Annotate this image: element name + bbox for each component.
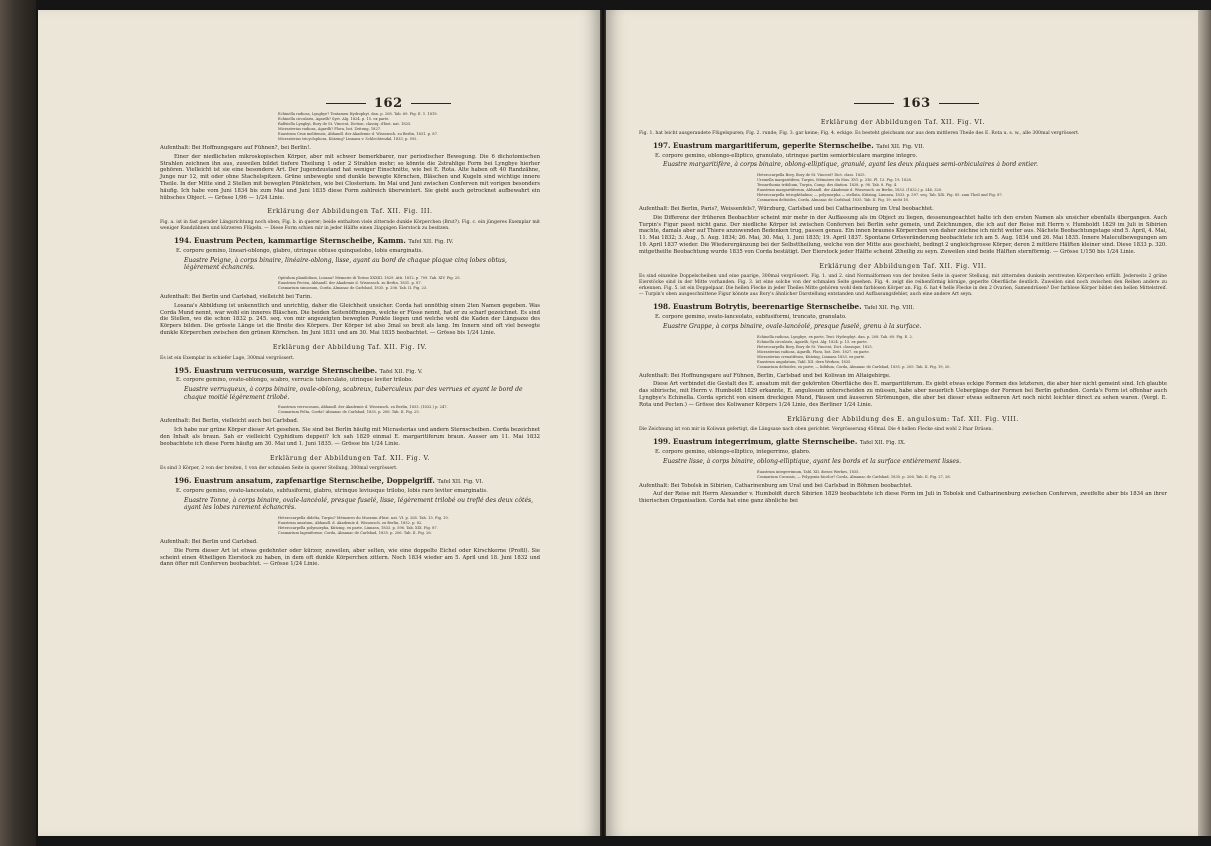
plate-reference: Tafel XII. Fig. VII.: [876, 143, 925, 150]
latin-diagnosis: E. corpore gemino, ovato-lanceolato, subfusiformi, truncato, granulato.: [655, 314, 847, 321]
french-diagnosis: Euastre Peigne, à corps binaire, linéaire-oblong, lisse, ayant au bord de chaque plaque cinq lobes obtus, légèrement échancrés.: [184, 256, 507, 272]
synonym-line: Micrasterias tricyclophora, Kützing? Linnaea v. Schlechtendal, 1833, p. 592.: [278, 137, 418, 141]
left-page-content: [160, 88, 540, 569]
plate-reference: Tafel XII. Fig. V.: [379, 368, 423, 375]
synonym-line: Echinella circularis, Agardh, Syst. Alg. 1824. p. 15. ex parte.: [757, 339, 868, 344]
habitat-line: Aufenthalt: Bei Hoffnungsgare auf Fühnen?, bei Berlin!.: [160, 145, 311, 151]
latin-diagnosis: E. corpore gemino, ovato-lanceolato, subfusiformi, glabro, utrinque leviusque trilobo, lobis raro leviter emarginatis.: [176, 488, 488, 495]
figure-caption-title: Erklärung der Abbildungen Taf. XII. Fig. VII.: [819, 262, 987, 270]
body-paragraph: Auf der Reise mit Herrn Alexander v. Humboldt durch Sibirien 1829 beobachtete ich diese Form im Juli in Tobolsk und Catharinenburg zwischen Conferven, zweifelte aber bis 1834 an ihrer thierischen Organisation. Corda hat eine ganz ähnliche bei: [639, 491, 1167, 505]
body-paragraph: Die Differenz der früheren Beobachter scheint mir mehr in der Auffassung als im Object zu liegen, dessenungeachtet halte ich den ersten Namen als unsicher ebenfalls übergangen. Auch Turpin's Figur passt nicht ganz. Der niedliche Körper ist zwischen Conferven bei Berlin sehr gemein, und Zeichnungen, die ich auf der Reise mit Herrn v. Humboldt 1829 im Juli in Sibirien machte, damals aber auf Thiere anzuwenden Bedenken trug, passen genau. Ein innen braunes Körperchen von daher zeichne ich nicht weiter aus. Nächste Beobachtungstage sind 5. April, 4. Mai, 11. Mai 1832; 3. Aug., 5. Aug. 1834; 26. Mai, 30. Mai, 1. Juni 1835; 19. April 1837. Spontane Ortsveränderung beobachtete ich am 5. Aug. 1834 und 26. Mai 1835. Innere Maleculbewegungen am 19. April 1837 wieder. Die Wiederergänzung bei der Selbsttheilung, welche von der Mitte aus geschieht, bedingt 2 ungleichgrosse Körper, deren 2 mittlere Hälften kleiner sind. Diese 1833 p. 320. mitgetheilte Beobachtung wurde 1835 von Corda bestätigt. Der Eierstock jeder Hälfte scheint 2theilig zu seyn. Zuweilen sind beide Hälften sternförmig. — Grösse 1/150 bis 1/24 Linie.: [639, 214, 1167, 255]
synonym-line: Micrasterias crenatifrons, Kützing, Linnaea 1833. ex parte.: [757, 354, 866, 359]
habitat-line: Aufenthalt: Bei Berlin und Carlsbad.: [160, 539, 258, 546]
left-page: [38, 10, 600, 836]
synonym-line: Ursinella margaritifera, Turpin, Mémoires du Mus. XVI. p. 316. Pl. 13. Fig. 19. 1828.: [757, 177, 912, 182]
synonym-line: Echinella radiosa, Lyngbye, ex parte, Tent. Hydrophyt. dan. p. 208. Tab. 69. Fig. E. 2.: [757, 334, 913, 339]
species-name: 196. Euastrum ansatum, zapfenartige Sternscheibe, Doppelgriff.: [174, 476, 435, 486]
synonym-line: Micrasterias radiosa, Agardh, Flora, bot. Zeit. 1827. ex parte.: [757, 349, 870, 354]
plate-reference: Tafel XII. Fig. VI.: [437, 479, 484, 486]
body-paragraph: Die Form dieser Art ist etwas gedehnter oder kürzer, zuweilen, aber selten, wie eine doppelte Eichel oder Kirschkerne (Profil). Sie scheint einen 4theiligen Eierstock zu haben, in dem oft dunkle Körperchen zittern. Noch 1834 wieder am 5. April und 18. Juni 1832 und dann öfter mit Conferven beobachtet. — Grösse 1/24 Linie.: [160, 547, 540, 568]
figure-caption-text: Es sind einzelne Doppelscheiben und eine paarige, 300mal vergrössert. Fig. 1. und 2. sind Normalformen von der breiten Seite in querer Stellung, mit zitternden dunkeln zerstreuten Körperchen erfüllt. Jederseits 2 grüne Eierstöcke sind in der Mitte vorhanden. Fig. 3. ist eine solche von der schmalen Seite gesehen. Fig. 4. zeigt die reihenförmig körnige, geperlte Oberfläche deutlich. Zuweilen sind noch zwischen den Reihen andere zu erkennen. Fig. 5. ist ein Doppelpaar. Die hellen Flecke in jeder Theiles Mitte gehören wohl dem farblosen Körper an. Fig. 6. hat 4 helle Flecke in den 2 Ovarien, Samendrüsen? Der farblose Körper bildet den hellen Mittelstreif. — Turpin's oben ausgeschnittene Figur könnte aus Bory's ähnlicher Darstellung entstanden und Auffassungsfehler, auch eine andere Art seyn.: [639, 274, 1167, 298]
habitat-line: Aufenthalt: Bei Hoffnungsgare auf Fühnen, Berlin, Carlsbad und bei Koliwan im Altaigebirge.: [639, 372, 891, 379]
latin-diagnosis: E. corpore gemino, oblongo-elliptico, granulato, utrinque partim semiorbiculare margine integro.: [655, 152, 918, 159]
plate-reference: Tafel XII. Fig. IX.: [859, 440, 906, 447]
figure-caption-text: Es ist ein Exemplar in schiefer Lage, 300mal vergrössert.: [160, 355, 295, 361]
figure-caption-title: Erklärung der Abbildungen Taf. XII. Fig. V.: [269, 454, 431, 462]
synonym-line: Echinella circularis, Agardh? Syst. Alg. 1824. p. 15. ex parte.: [278, 117, 390, 121]
species-heading: [174, 365, 540, 376]
habitat-line: Aufenthalt: Bei Berlin, Paris?, Weissenfels?, Würzburg, Carlsbad und bei Catharinenburg im Ural beobachtet.: [639, 205, 934, 212]
species-name: 195. Euastrum verrucosum, warzige Sternscheibe.: [174, 365, 378, 375]
synonym-line: Heterocarpella didelta, Turpin? Mémoires du Museum d'hist. nat. VI. p. 265. Tab. 13. Fig. 10.: [278, 516, 449, 521]
species-heading: [174, 238, 540, 246]
synonym-line: Opitulum planifolium, Losana? Memorie di Torino XXXIII. 1829. Atti. 1812. p. 709. Tab. XIV. Fig. 25.: [278, 275, 461, 280]
species-heading: [653, 304, 1167, 312]
synonym-line: Euastrum Pecten, Abhandl. der Akademie d. Wissensch. zu Berlin, 1831. p. 87.: [278, 280, 422, 285]
species-name: 194. Euastrum Pecten, kammartige Sternscheibe, Kamm.: [174, 236, 406, 246]
synonym-line: Euastrum Crux melitensis, Abhandl. der Akademie d. Wissensch. zu Berlin, 1831. p. 87.: [278, 132, 439, 136]
synonym-line: Heterocarpella Bory, Bory de St. Vincent, Dict. classique, 1825.: [757, 344, 873, 349]
body-paragraph: Einer der niedlichsten mikroskopischen Körper, aber mit schwer bemerkbarer, nur periodischer Bewegung. Die 6 dichotomischen Strahlen zeichnen ihn aus, zuweilen bildet tiefere Theilung 1 oder 2 Strahlen mehr; so könnte die 2strahlige Form bei Lyngbye hierher gehören. Vielleicht ist sie eine besondere Art. Der Jugendzustand hat weniger Einschnitte, wie bei E. Rota. Alte haben oft 40 Randzähne, Junge nur 12, mit oder ohne Stachelspitzen. Grüne unbewegte und dunkle bewegte Körnchen, Bläschen und Kugeln sind wichtige innere Theile. In der Mitte sind 2 Stellen mit bewegten Pünktchen, wie bei Closterium. Im Mai und Juni zwischen Conferven mit vorigen besonders häufig. Ich habe vom Juni 1834 bis zum Mai und Juni 1835 diese Form zahlreich überwintert. Sie giebt auch getrocknet aufbewahrt ein hübsches Object. — Grösse 1/96 — 1/24 Linie.: [160, 153, 540, 201]
plate-reference: Tafel XII. Fig. IV.: [408, 239, 454, 246]
synonym-line: Micrasterias radiosa, Agardh? Flora, bot. Zeitung, 1827.: [278, 127, 382, 131]
latin-diagnosis: E. corpore gemino, ovato-oblongo, scabro, verrucis tuberculato, utrinque leviter trilobo.: [176, 377, 414, 384]
synonym-line: Heterocarpella tetrophthalma; — polymorpha — stellata, Kützing, Linnaea, 1833. p. 597. seq. Tab. XIX. Fig. 85. zum Theil und Fig. 87.: [757, 192, 1003, 197]
right-page-content: [639, 88, 1167, 516]
page-number: 162: [374, 96, 403, 111]
body-paragraph: Diese Art verbindet die Gestalt des E. ansatum mit der gekörnten Oberfläche des E. margaritiferum. Es giebt etwas eckige Formen des letzteren, die aber hier nicht gemeint sind. Ich glaubte das sibirische, mit Herrn v. Humboldt 1829 erkannte, E. angulosum unterscheiden zu müssen, habe aber neuerlich Uebergänge der Formen bei Berlin gefunden. Corda's Form ist offenbar auch Lyngbye's Echinella. Corda spricht von einem dreckigen Mund, Fäusen und äusseren Strömungen, die aber bei dieser etwas seltneren Art noch nicht leichter direct zu sehen waren. (Vergl. E. Rota und Pecten.) — Grösse des Koliwaner Körpers 1/24 Linie, des Berliner 1/24 Linie.: [639, 381, 1167, 408]
synonym-line: Echinella radiosa, Lyngbye? Tentamen Hydrophyt. dan. p. 208. Tab. 69. Fig. E. 1. 1819.: [278, 112, 438, 116]
species-name: 198. Euastrum Botrytis, beerenartige Sternscheibe.: [653, 302, 862, 312]
synonym-line: Euastrum ansatum, Abhandl. d. Akademie d. Wissensch. zu Berlin, 1832. p. 82.: [278, 521, 423, 526]
species-name: 199. Euastrum integerrimum, glatte Sternscheibe.: [653, 437, 858, 447]
synonym-line: Cosmarium deltoides, ex parte; — bifidum, Corda, Almanac de Carlsbad, 1835. p. 205. Tab. II. Fig. 19, 20.: [757, 364, 951, 369]
page-number: 163: [902, 96, 931, 111]
figure-caption-title: Erklärung der Abbildung Taf. XII. Fig. IV.: [272, 343, 428, 351]
figure-caption-text: Es sind 3 Körper, 2 von der breiten, 1 von der schmalen Seite in querer Stellung, 300mal vergrössert.: [160, 466, 398, 472]
figure-caption-text: Die Zeichnung ist von mir in Koliwan gefertigt, die Längsaxe nach oben gerichtet. Vergrösserung 450mal. Die 4 hellen Flecke sind wohl 2 Paar Drüsen.: [639, 427, 993, 433]
synonym-line: Euastrum verrucosum, Abhandl. der Akademie d. Wissensch. zu Berlin, 1833. (1832.) p. 247.: [278, 405, 448, 410]
french-diagnosis: Euastre Grappe, à corps binaire, ovale-lancéolé, presque fuselé, grenu à la surface.: [663, 322, 922, 330]
synonym-line: Cosmarium sinuosum, Corda, Almanac de Carlsbad, 1835. p. 206. Tab. II. Fig. 23.: [278, 285, 428, 290]
synonym-line: Euastrum margaritiferum, Abhandl. der Akademie d. Wissensch. zu Berlin, 1833. (1832.) p. 246, 320.: [757, 187, 943, 192]
figure-caption-title: Erklärung der Abbildung des E. angulosum: Taf. XII. Fig. VIII.: [787, 415, 1019, 423]
french-diagnosis: Euastre Tonne, à corps binaire, ovale-lancéolé, presque fuselé, lisse, légèrement trilobé ou treflé des deux côtés, ayant les lobes rarement échancrés.: [184, 496, 534, 512]
latin-diagnosis: E. corpore gemino, oblongo-elliptico, integerrimo, glabro.: [655, 449, 811, 456]
synonym-line: Euastrum angulatum, Tabl. XII. dern Werken, 1835.: [757, 359, 852, 364]
figure-caption-title: Erklärung der Abbildungen Taf. XII. Fig. III.: [267, 208, 433, 216]
right-page: [606, 10, 1198, 836]
species-heading: [653, 140, 1167, 151]
synonym-line: Ralfsiella Lyngbyi, Bory de St. Vincent, Diction. classiq. d'hist. nat. 1825.: [278, 122, 412, 126]
synonym-line: Euastrum integerrimum, Tabl. XII. dieses Werkes, 1835.: [757, 469, 860, 474]
habitat-line: Aufenthalt: Bei Tobolsk in Sibirien, Catharinenburg am Ural und bei Carlsbad in Böhmen beobachtet.: [639, 482, 913, 489]
page-stack-edge: [1198, 10, 1211, 836]
synonym-line: Cosmarium deltoides, Corda, Almanac de Carlsbad, 1835. Tab. II. Fig. 19. nicht 18.: [757, 197, 909, 202]
habitat-line: Aufenthalt: Bei Berlin, vielleicht auch bei Carlsbad.: [160, 418, 299, 425]
species-heading: [653, 439, 1167, 447]
book-cover-edge: [0, 0, 36, 846]
french-diagnosis: Euastre verruqueux, à corps binaire, ovale-oblong, scabreux, tuberculeux par des verrues et ayant le bord de chaque moitié légèrement trilobé.: [184, 386, 523, 401]
plate-reference: Tafel XII. Fig. VIII.: [864, 305, 915, 312]
body-paragraph: Losana's Abbildung ist unkenntlich und unrichtig, daher die Gleichheit unsicher. Corda hat unnöthig einen 2ten Namen gegeben. Was Corda Mund nennt, war wohl ein inneres Bläschen. Die beiden Seitenöffnungen, welche er Füsse nennt, hat er zu scharf gezeichnet. Es sind die Stellen, wo die schon 1832 p. 245. seq. von mir angezeigten bewegten Punkte liegen und welche wohl die Kaden der Längsaxe des Körpers bilden. Die grösste Länge ist die Breite des Körpers. Der Körper ist also 3mal so breit als lang. Im Innern sind oft viel bewegte dunkle Körperchen zwischen den grünen Körnchen. Im Juni 1831 und am 30. Mai 1835 beobachtet. — Grösse bis 1/24 Linie.: [160, 302, 540, 336]
latin-diagnosis: E. corpore gemino, lineari-oblongo, glabro, utrinque obtuse quinquelobo, lobis emarginatis.: [176, 247, 423, 254]
synonym-line: Cosmarium Pelta, Corda? Almanac de Carlsbad, 1835. p. 206. Tab. II. Fig. 25.: [278, 410, 420, 415]
body-paragraph: Ich habe nur grüne Körper dieser Art gesehen. Sie sind bei Berlin häufig mit Micrasterias und andern Sternscheiben. Corda bezeichnet den Inhalt als braun. Sah er vielleicht Cyphidium deppeii? Ich sah 1829 einmal E. margaritiferum braun. Ausser am 11. Mai 1832 beobachtete ich diese Form häufig am 30. Mai und 1. Juni 1835. — Grösse bis 1/24 Linie.: [160, 427, 540, 447]
species-name: 197. Euastrum margaritiferum, geperlte Sternscheibe.: [653, 140, 874, 150]
figure-caption-text: Fig. 1. hat leicht ausgerandete Flügelspuren; Fig. 2. runde; Fig. 3. gar keine; Fig. 4. eckige. Es besteht gleichsam nur aus dem mittleren Theile des E. Rota u. s. w., alle 300mal vergrössert.: [639, 130, 1080, 136]
synonym-line: Heterocarpella polymorpha, Kützing, ex parte, Linnaea, 1833. p. 596. Tab. XIX. Fig. 87.: [278, 526, 438, 531]
figure-caption-text: Fig. a. ist in fast gerader Längsrichtung noch oben; Fig. b. in querer; beide enthalten viele zitternde dunkle Körperchen (Brut?). Fig. c. ein jüngeres Exemplar mit weniger Randzähnen und kürzeren Flügeln. — Diese Form schien mir in jeder Hälfte einen 2lappigen Eierstock zu besitzen.: [160, 220, 540, 232]
synonym-list: [160, 112, 540, 142]
species-heading: [174, 478, 540, 486]
synonym-line: Heterocarpella Bory, Bory de St. Vincent? Dict. class. 1825.: [757, 172, 866, 177]
figure-caption-title: Erklärung der Abbildungen Taf. XII. Fig. VI.: [820, 119, 986, 126]
french-diagnosis: Euastre lisse, à corps binaire, oblong-elliptique, ayant les bords et la surface entièrement lisses.: [663, 457, 962, 465]
synonym-line: Tessarthonia trifolium, Turpin, Comp. des diation. 1828. p. 98. Tab. 8. Fig. 4.: [757, 182, 898, 187]
synonym-line: Cosmarium lageniforme, Corda, Almanac de Carlsbad, 1835. p. 206. Tab. II. Fig. 26.: [278, 531, 432, 536]
habitat-line: Aufenthalt: Bei Berlin und Carlsbad, vielleicht bei Turin.: [160, 293, 312, 300]
french-diagnosis: Euastre margaritifère, à corps binaire, oblong-elliptique, granulé, ayant les deux plaques semi-orbiculaires à bord entier.: [663, 161, 1038, 169]
synonym-line: Cosmarium Cucumis, — Polygonia bicolor? Corda, Almanac de Carlsbad, 1835. p. 206. Tab. II. Fig. 27, 28.: [757, 474, 951, 479]
